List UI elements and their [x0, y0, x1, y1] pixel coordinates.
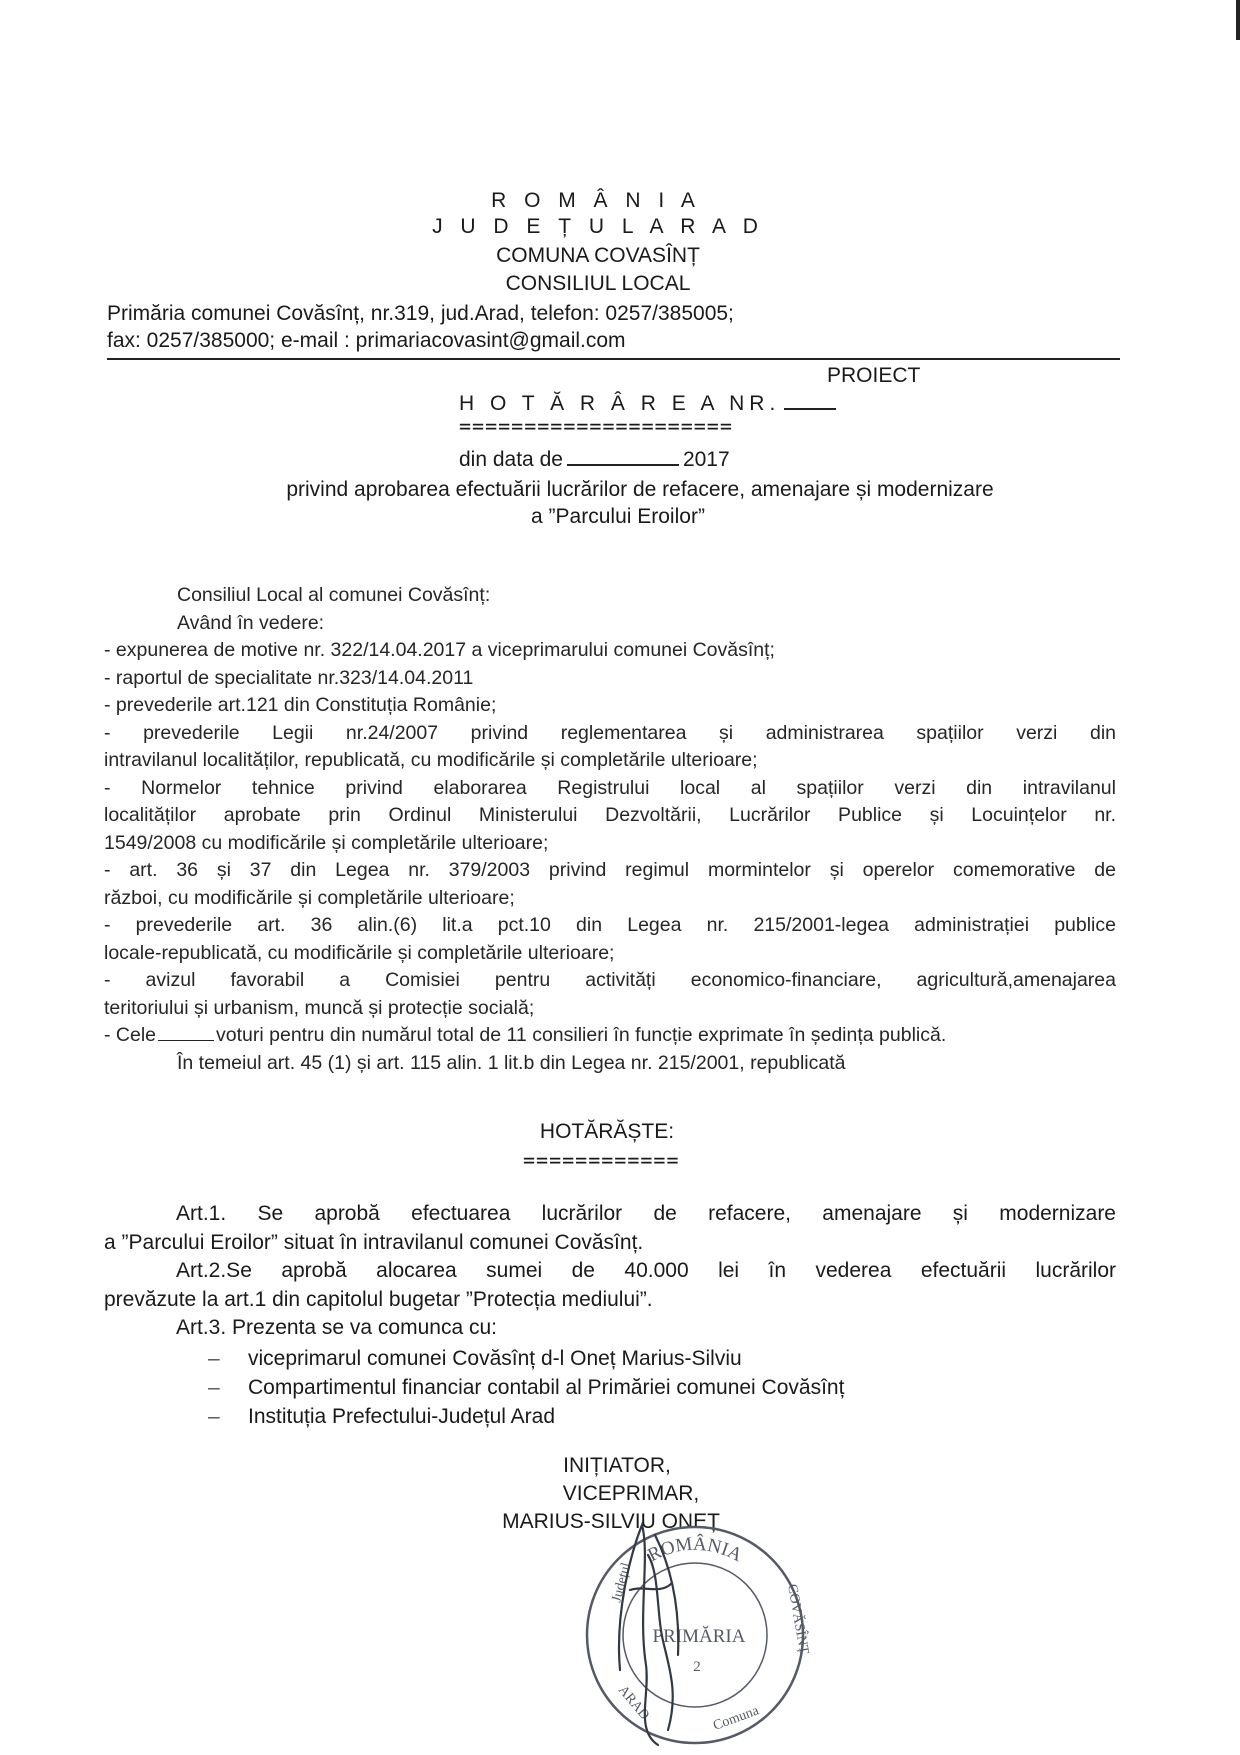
preamble-intro: Consiliul Local al comunei Covăsînț: — [177, 584, 491, 606]
bullet-dash-icon: – — [208, 1376, 220, 1399]
stamp-bottom-left-text: ARAD — [614, 1682, 652, 1723]
preamble-item: - raportul de specialitate nr.323/14.04.2011 — [104, 666, 474, 689]
bullet-dash-icon: – — [208, 1347, 220, 1370]
article-2-line-1: Art.2.Se aprobă alocarea sumei de 40.000 lei în vederea efectuării lucrărilor — [176, 1259, 1116, 1282]
header-council: CONSILIUL LOCAL — [505, 272, 691, 295]
preamble-considering: Având în vedere: — [177, 611, 325, 634]
preamble-item: intravilanul localităților, republicată, cu modificările și completările ulterioare; — [104, 749, 758, 771]
address-line-1: Primăria comunei Covăsînț, nr.319, jud.Arad, telefon: 0257/385005; — [107, 302, 734, 325]
decision-title-text: H O T Ă R Â R E A NR. — [459, 392, 781, 415]
preamble-item: război, cu modificările și completările ulterioare; — [104, 886, 515, 909]
votes-line — [104, 1022, 1116, 1050]
preamble — [104, 582, 1116, 1077]
preamble-item: teritoriului și urbanism, muncă și protecție socială; — [104, 996, 535, 1019]
decision-title — [459, 390, 836, 416]
preamble-item: - avizul favorabil a Comisiei pentru activități economico-financiare, agricultură,amenajarea — [104, 969, 1116, 991]
legal-basis: În temeiul art. 45 (1) și art. 115 alin. 1 lit.b din Legea nr. 215/2001, republicată — [177, 1051, 846, 1074]
stamp-number: 2 — [693, 1659, 701, 1675]
bullet-dash-icon: – — [208, 1405, 220, 1428]
preamble-item: localităților aprobate prin Ordinul Ministerului Dezvoltării, Lucrărilor Publice și Locuințelor nr. — [104, 804, 1116, 826]
recipient-item: – viceprimarul comunei Covăsînț d-l Oneț Marius-Silviu — [208, 1344, 844, 1373]
preamble-item: locale-republicată, cu modificările și completările ulterioare; — [104, 941, 615, 964]
subject-line-1: privind aprobarea efectuării lucrărilor de refacere, amenajare și modernizare — [286, 478, 994, 501]
preamble-item: - Normelor tehnice privind elaborarea Registrului local al spațiilor verzi din intravilanul — [104, 776, 1116, 799]
signature-role-initiator: INIȚIATOR, — [563, 1454, 671, 1477]
stamp-right-text: COVĂSÎNȚ — [784, 1583, 812, 1656]
articles — [104, 1200, 1116, 1343]
decision-number-blank — [784, 390, 836, 410]
project-label: PROIECT — [827, 364, 921, 387]
preamble-item: 1549/2008 cu modificările și completările ulterioare; — [104, 831, 549, 854]
official-stamp — [560, 1495, 820, 1755]
scan-edge-mark — [1236, 0, 1240, 40]
preamble-item: - prevederile art.121 din Constituția Românie; — [104, 694, 497, 716]
title-separator: ===================== — [459, 414, 733, 438]
date-prefix: din data de — [459, 448, 563, 471]
decision-separator: ============ — [523, 1148, 680, 1172]
signature-role-vicemayor: VICEPRIMAR, — [562, 1482, 700, 1505]
signature-name: MARIUS-SILVIU ONEȚ — [502, 1510, 720, 1533]
preamble-item: - prevederile art. 36 alin.(6) lit.a pct.10 din Legea nr. 215/2001-legea administrației publice — [104, 914, 1116, 936]
stamp-center-text: PRIMĂRIA — [652, 1626, 746, 1647]
stamp-left-text: Județul — [609, 1561, 635, 1605]
preamble-item: - prevederile Legii nr.24/2007 privind reglementarea și administrarea spațiilor verzi din — [104, 721, 1116, 744]
preamble-item: - expunerea de motive nr. 322/14.04.2017 a viceprimarului comunei Covăsînț; — [104, 639, 775, 661]
recipient-item: – Compartimentul financiar contabil al Primăriei comunei Covăsînț — [208, 1373, 844, 1402]
date-blank — [567, 446, 679, 466]
recipient-list — [208, 1344, 844, 1431]
stamp-bottom-right-text: Comuna — [711, 1703, 761, 1734]
date-year: 2017 — [682, 448, 730, 471]
votes-blank — [158, 1024, 214, 1041]
header-divider — [107, 358, 1120, 360]
decision-heading: HOTĂRĂȘTE: — [539, 1120, 675, 1143]
header-country: R O M Â N I A — [491, 189, 701, 212]
article-1-line-1: Art.1. Se aprobă efectuarea lucrărilor de refacere, amenajare și modernizare — [176, 1202, 1116, 1225]
date-line — [459, 446, 730, 472]
stamp-top-text: ROMÂNIA — [644, 1533, 746, 1567]
article-3: Art.3. Prezenta se va comunca cu: — [176, 1316, 497, 1339]
article-1-line-2: a ”Parcului Eroilor” situat în intravilanul comunei Covăsînț. — [104, 1230, 644, 1254]
recipient-item: – Instituția Prefectului-Județul Arad — [208, 1402, 844, 1431]
preamble-item: - art. 36 și 37 din Legea nr. 379/2003 privind regimul mormintelor și operelor comemorative de — [104, 859, 1116, 881]
votes-prefix: - Cele — [104, 1024, 157, 1046]
address-line-2: fax: 0257/385000; e-mail : primariacovasint@gmail.com — [107, 329, 626, 352]
votes-suffix: voturi pentru din numărul total de 11 consilieri în funcție exprimate în ședința publică. — [216, 1024, 947, 1046]
article-2-line-2: prevăzute la art.1 din capitolul bugetar ”Protecția mediului”. — [104, 1287, 653, 1311]
subject-line-2: a ”Parcului Eroilor” — [531, 505, 705, 528]
header-commune: COMUNA COVASÎNȚ — [496, 244, 700, 267]
header-county: J U D E Ț U L A R A D — [432, 215, 764, 238]
